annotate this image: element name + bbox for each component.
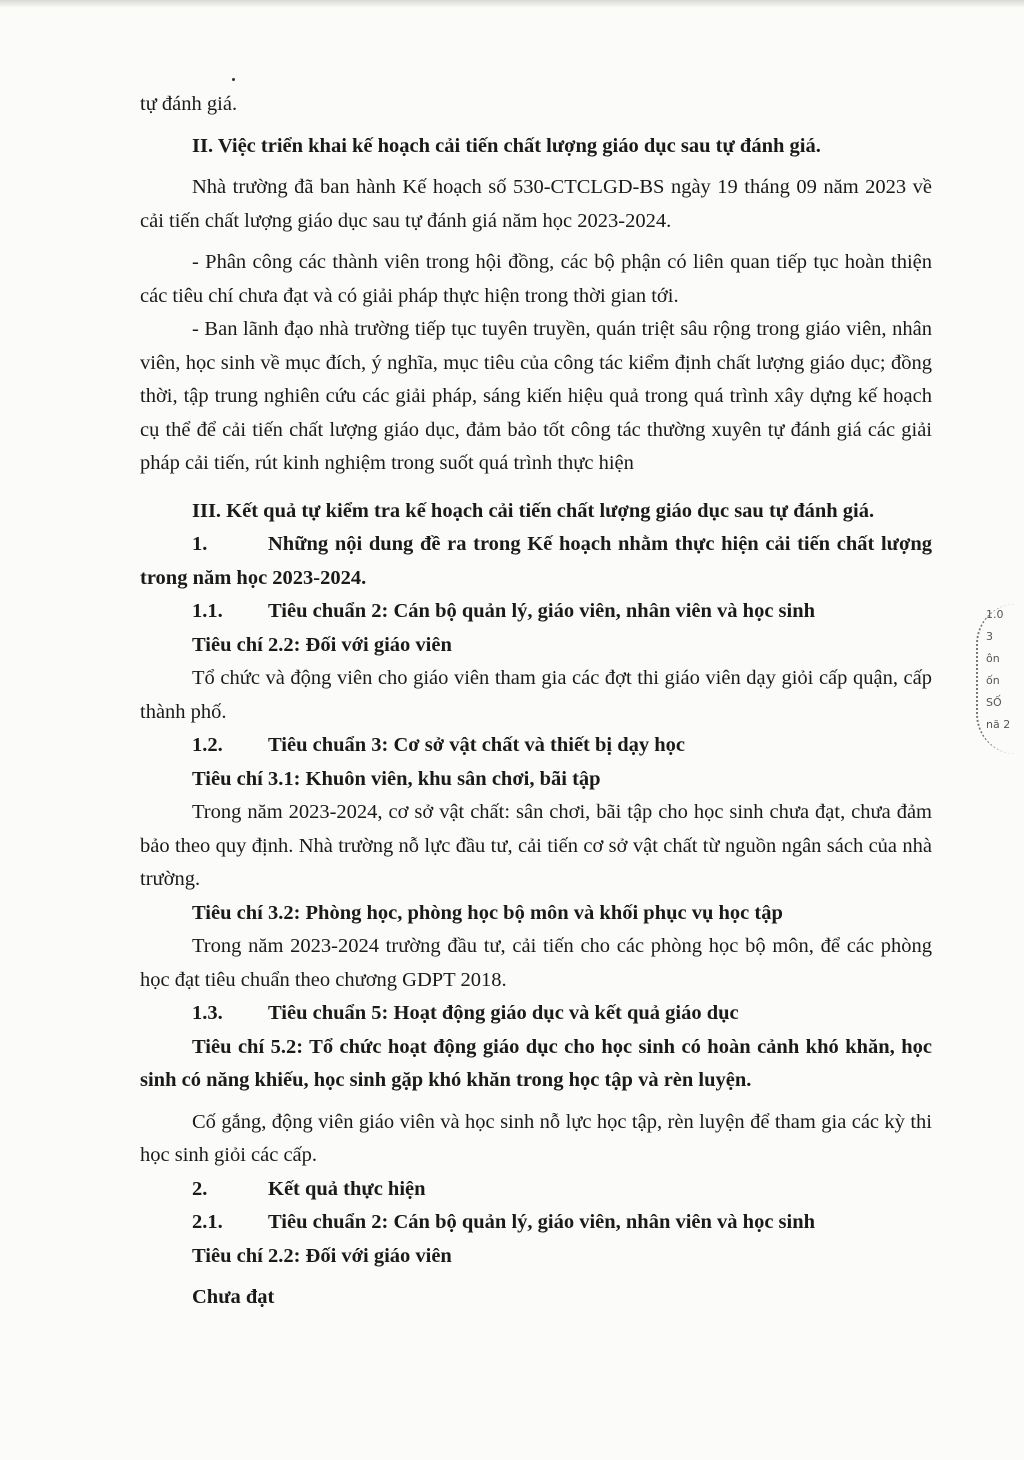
continuation-text: tự đánh giá. — [140, 93, 238, 115]
item-1-3-body: Cố gắng, động viên giáo viên và học sinh nỗ lực học tập, rèn luyện để tham gia các kỳ thi học sinh giỏi các cấp. — [140, 1110, 932, 1166]
criterion-3-1: Tiêu chí 3.1: Khuôn viên, khu sân chơi, bãi tập — [192, 767, 601, 790]
item-1-3 — [140, 997, 932, 1031]
criterion-5-2-text: Tổ chức hoạt động giáo dục cho học sinh có hoàn cảnh khó khăn, học sinh có năng khiếu, học sinh gặp khó khăn trong học tập và rèn luyện. — [140, 1035, 932, 1091]
item-1-1-number: 1.1. — [192, 600, 223, 622]
stamp-text-6: nă 2 — [986, 718, 1011, 731]
item-1-3-number: 1.3. — [192, 1002, 223, 1024]
scan-top-edge — [0, 0, 1024, 8]
criterion-3-2-body: Trong năm 2023-2024 trường đầu tư, cải tiến cho các phòng học bộ môn, để các phòng học đạt tiêu chuẩn theo chương GDPT 2018. — [140, 935, 932, 991]
item-2-number: 2. — [192, 1177, 208, 1200]
section-3-heading: III. Kết quả tự kiểm tra kế hoạch cải tiến chất lượng giáo dục sau tự đánh giá. — [192, 499, 875, 522]
criterion-5-2 — [140, 1031, 932, 1098]
section-2-para: Nhà trường đã ban hành Kế hoạch số 530-CTCLGD-BS ngày 19 tháng 09 năm 2023 về cải tiến chất lượng giáo dục sau tự đánh giá năm học 2023-2024. — [140, 176, 932, 232]
item-1-1-criterion — [140, 629, 932, 663]
section-2-bullet-1: - Phân công các thành viên trong hội đồng, các bộ phận có liên quan tiếp tục hoàn thiện các tiêu chí chưa đạt và có giải pháp thực hiện trong thời gian tới. — [140, 251, 932, 307]
stamp-text-2: 3 — [986, 630, 993, 643]
item-1-1-standard: Tiêu chuẩn 2: Cán bộ quản lý, giáo viên, nhân viên và học sinh — [268, 600, 816, 622]
item-1-text: Những nội dung đề ra trong Kế hoạch nhằm thực hiện cải tiến chất lượng trong năm học 2023-2024. — [140, 533, 932, 589]
stamp-text-3: ôn — [986, 652, 1000, 665]
stamp-text-1: 1.0 — [986, 608, 1004, 621]
criterion-2-2-text: Đối với giáo viên — [300, 633, 452, 656]
stamp-text-4: ốn — [986, 674, 1000, 687]
item-1-3-standard: Tiêu chuẩn 5: Hoạt động giáo dục và kết quả giáo dục — [268, 1002, 739, 1024]
stamp-text-5: SỐ — [986, 696, 1002, 709]
item-1-2 — [140, 729, 932, 763]
item-1-2-standard: Tiêu chuẩn 3: Cơ sở vật chất và thiết bị dạy học — [268, 734, 685, 756]
item-2-1-standard: Tiêu chuẩn 2: Cán bộ quản lý, giáo viên, nhân viên và học sinh — [268, 1211, 816, 1233]
item-2-text: Kết quả thực hiện — [268, 1177, 426, 1200]
item-1 — [140, 528, 932, 595]
item-2 — [140, 1173, 932, 1207]
item-2-1 — [140, 1206, 932, 1240]
section-2-heading: II. Việc triển khai kế hoạch cải tiến chất lượng giáo dục sau tự đánh giá. — [192, 134, 821, 157]
item-1-number: 1. — [192, 533, 208, 555]
criterion-2-2-label: Tiêu chí 2.2: — [192, 633, 301, 656]
item-2-1-number: 2.1. — [192, 1211, 223, 1233]
criterion-5-2-label: Tiêu chí 5.2: — [192, 1035, 304, 1058]
criterion-3-2: Tiêu chí 3.2: Phòng học, phòng học bộ môn và khối phục vụ học tập — [192, 901, 783, 924]
margin-stamp — [976, 604, 1024, 754]
scan-dot — [232, 78, 235, 81]
item-2-1-status: Chưa đạt — [192, 1286, 275, 1308]
item-2-1-criterion: Tiêu chí 2.2: Đối với giáo viên — [192, 1244, 452, 1267]
item-1-1 — [140, 595, 932, 629]
criterion-3-1-body: Trong năm 2023-2024, cơ sở vật chất: sân chơi, bãi tập cho học sinh chưa đạt, chưa đảm bảo theo quy định. Nhà trường nỗ lực đầu tư, cải tiến cơ sở vật chất từ nguồn ngân sách của nhà trường. — [140, 801, 932, 890]
item-1-2-number: 1.2. — [192, 734, 223, 756]
document-page — [140, 88, 932, 1315]
section-2-bullet-2: - Ban lãnh đạo nhà trường tiếp tục tuyên truyền, quán triệt sâu rộng trong giáo viên, nhân viên, học sinh về mục đích, ý nghĩa, mục tiêu của công tác kiểm định chất lượng giáo dục; đồng thời, tập trung nghiên cứu các giải pháp, sáng kiến hiệu quả trong quá trình xây dựng kế hoạch cụ thể để cải tiến chất lượng giáo dục, đảm bảo tốt công tác thường xuyên tự đánh giá các giải pháp cải tiến, rút kinh nghiệm trong suốt quá trình thực hiện — [140, 318, 932, 474]
item-1-1-body: Tổ chức và động viên cho giáo viên tham gia các đợt thi giáo viên dạy giỏi cấp quận, cấp thành phố. — [140, 667, 932, 723]
